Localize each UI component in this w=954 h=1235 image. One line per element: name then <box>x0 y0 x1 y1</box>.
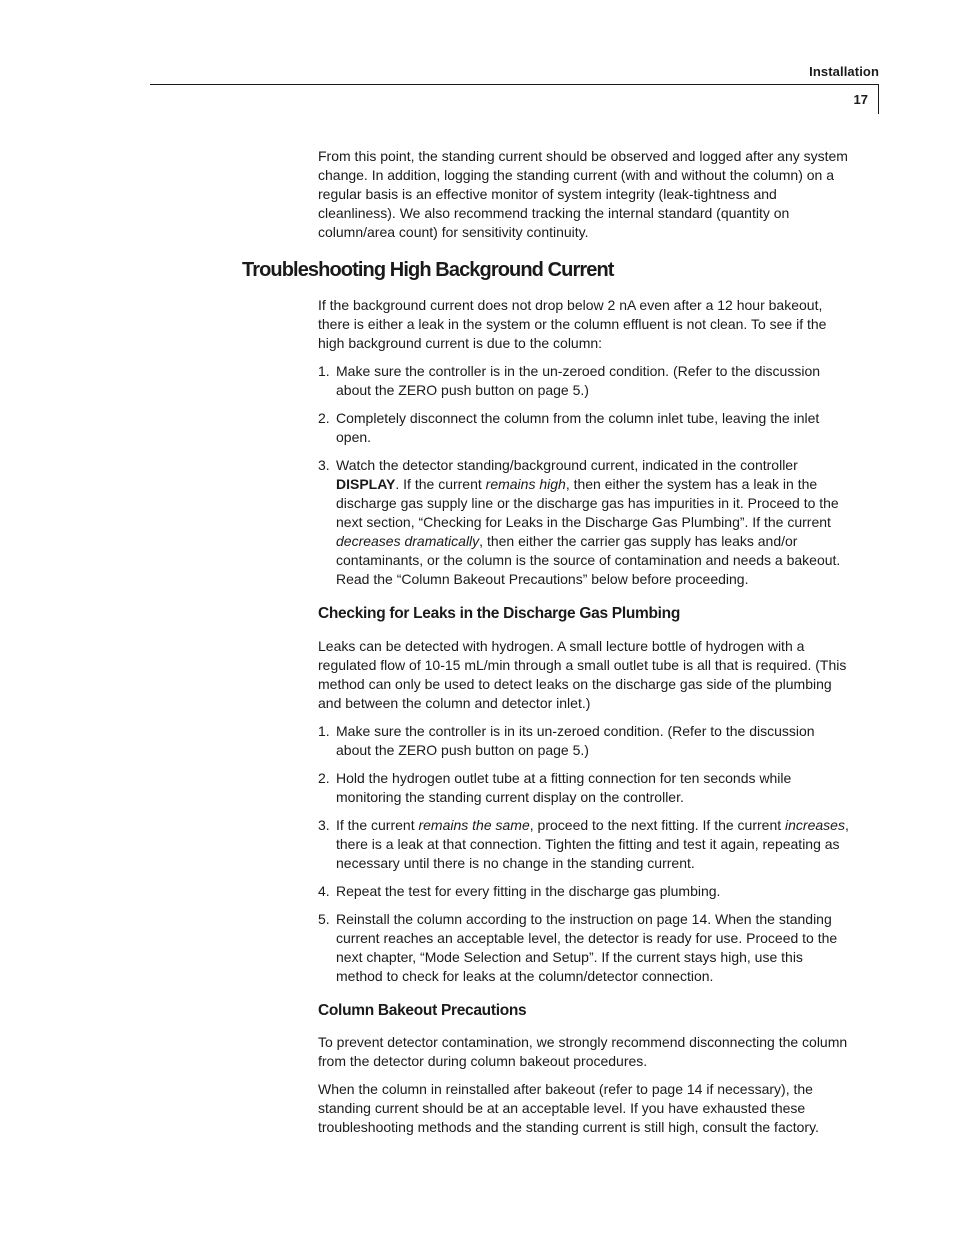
step-number: 1. <box>318 723 330 739</box>
step-text: Repeat the test for every fitting in the discharge gas plumbing. <box>336 883 721 899</box>
emphasis-text: remains high <box>485 476 566 492</box>
step-text: , then either the carrier gas supply has leaks and/or contaminants, or the column is the source of contamination and needs a bakeout. Read the “Column Bakeout Precautions” below before proceeding. <box>336 533 841 587</box>
list-item <box>318 910 850 986</box>
bakeout-paragraph-2: When the column in reinstalled after bakeout (refer to page 14 if necessary), the standing current should be at an acceptable level. If you have exhausted these troubleshooting methods and the standing current is still high, consult the factory. <box>318 1081 819 1135</box>
page-number: 17 <box>853 92 868 107</box>
bakeout-section <box>318 1033 850 1137</box>
step-text: . If the current <box>395 476 486 492</box>
list-item <box>318 816 850 873</box>
step-text: Hold the hydrogen outlet tube at a fitting connection for ten seconds while monitoring the standing current display on the controller. <box>336 770 792 805</box>
step-text: Watch the detector standing/background current, indicated in the controller <box>336 457 798 473</box>
list-item <box>318 769 850 807</box>
checking-section <box>318 637 850 986</box>
step-number: 4. <box>318 883 330 899</box>
step-text: , then either the system has a leak in the discharge gas supply line or the discharge gas has impurities in it. Proceed to the next section, “Checking for Leaks in the Discharge Gas Plumbing”. If the current <box>336 476 839 530</box>
list-item <box>318 722 850 760</box>
step-number: 2. <box>318 410 330 426</box>
step-number: 3. <box>318 817 330 833</box>
emphasis-text: decreases dramatically <box>336 533 480 549</box>
step-text: Reinstall the column according to the instruction on page 14. When the standing current reaches an acceptable level, the detector is ready for use. Proceed to the next chapter, “Mode Selection and Setup”. If the current stays high, use this method to check for leaks at the column/detector connection. <box>336 911 838 984</box>
header-page-divider <box>878 84 879 114</box>
intro-paragraph: From this point, the standing current should be observed and logged after any system change. In addition, logging the standing current (with and without the column) on a regular basis is an effective monitor of system integrity (leak-tightness and cleanliness). We also recommend tracking the internal standard (quantity on column/area count) for sensitivity continuity. <box>318 148 848 240</box>
display-keyword: DISPLAY <box>336 476 396 492</box>
list-item <box>318 362 850 400</box>
list-item <box>318 882 850 901</box>
step-number: 2. <box>318 770 330 786</box>
subsection-heading-bakeout: Column Bakeout Precautions <box>318 1002 527 1019</box>
troubleshooting-lead: If the background current does not drop below 2 nA even after a 12 hour bakeout, there is either a leak in the system or the column effluent is not clean. To see if the high background current is due to the column: <box>318 297 827 351</box>
paragraph-gap <box>318 1071 850 1080</box>
step-text: If the current <box>336 817 419 833</box>
step-text: , there is a leak at that connection. Tighten the fitting and test it again, repeating as necessary until there is no change in the standing current. <box>336 817 849 871</box>
emphasis-text: increases <box>785 817 845 833</box>
checking-lead: Leaks can be detected with hydrogen. A small lecture bottle of hydrogen with a regulated flow of 10-15 mL/min through a small outlet tube is all that is required. (This method can only be used to detect leaks on the discharge gas side of the plumbing and between the column and detector inlet.) <box>318 638 847 711</box>
bakeout-heading-wrap <box>318 1002 850 1020</box>
section-heading-troubleshooting: Troubleshooting High Background Current <box>242 259 614 281</box>
troubleshooting-steps <box>318 362 850 589</box>
step-number: 3. <box>318 457 330 473</box>
step-number: 1. <box>318 363 330 379</box>
step-text: , proceed to the next fitting. If the current <box>529 817 786 833</box>
step-text: Make sure the controller is in its un-zeroed condition. (Refer to the discussion about the ZERO push button on page 5.) <box>336 723 815 758</box>
step-text: Completely disconnect the column from the column inlet tube, leaving the inlet open. <box>336 410 820 445</box>
subsection-heading-checking: Checking for Leaks in the Discharge Gas Plumbing <box>318 605 680 622</box>
bakeout-paragraph-1: To prevent detector contamination, we strongly recommend disconnecting the column from the detector during column bakeout procedures. <box>318 1034 848 1069</box>
list-item <box>318 456 850 589</box>
running-header-section: Installation <box>809 64 879 79</box>
step-number: 5. <box>318 911 330 927</box>
troubleshooting-section <box>318 296 850 589</box>
emphasis-text: remains the same <box>418 817 530 833</box>
checking-steps <box>318 722 850 986</box>
header-rule <box>150 84 879 85</box>
intro-section <box>318 147 850 242</box>
step-text: Make sure the controller is in the un-zeroed condition. (Refer to the discussion about the ZERO push button on page 5.) <box>336 363 821 398</box>
list-item <box>318 409 850 447</box>
checking-heading-wrap <box>318 605 850 623</box>
